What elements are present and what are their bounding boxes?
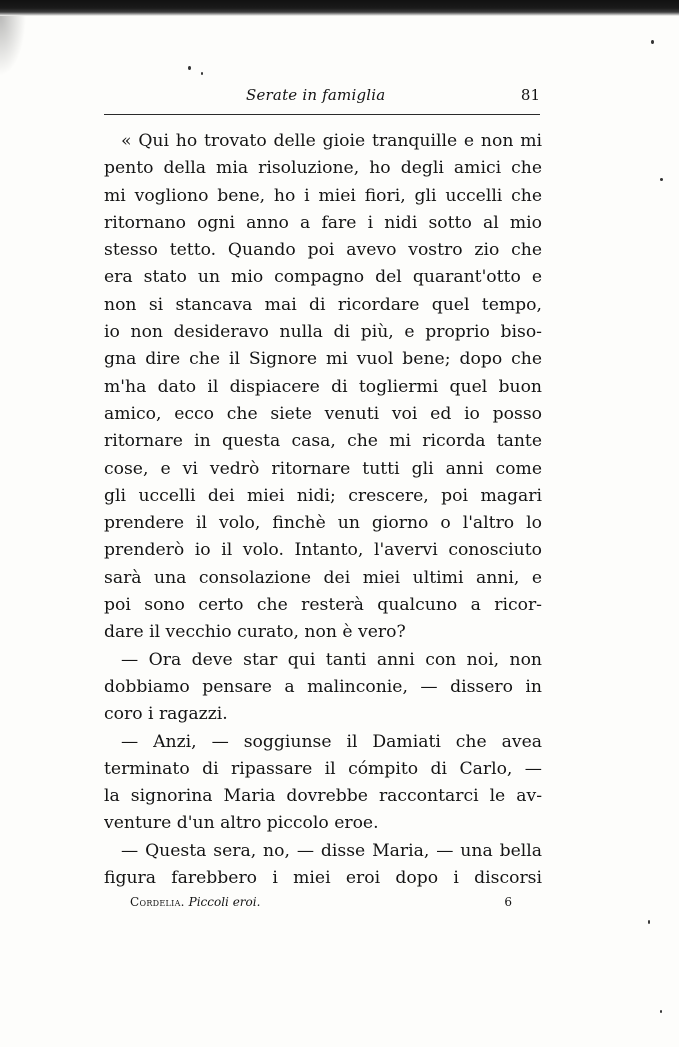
running-title: Serate in famiglia	[246, 86, 386, 104]
text-line: — Ora deve star qui tanti anni con noi, non	[121, 649, 542, 670]
text-line: ritornare in questa casa, che mi ricorda tante	[104, 431, 542, 452]
text-line: figura farebbero i miei eroi dopo i discorsi	[104, 868, 542, 889]
text-line: poi sono certo che resterà qualcuno a ricor-	[104, 595, 542, 616]
text-line: era stato un mio compagno del quarant'otto e	[104, 267, 542, 288]
ink-speck	[660, 178, 663, 181]
text-line: io non desideravo nulla di più, e proprio biso-	[104, 322, 542, 343]
text-line: sarà una consolazione dei miei ultimi anni, e	[104, 567, 542, 588]
signature-author: Cordelia.	[130, 895, 185, 909]
text-line: venture d'un altro piccolo eroe.	[104, 813, 379, 834]
text-line: prendere il volo, finchè un giorno o l'altro lo	[104, 513, 542, 534]
page-top-edge-shadow	[0, 0, 679, 16]
text-line: « Qui ho trovato delle gioie tranquille e non mi	[121, 131, 542, 151]
body-text	[104, 128, 542, 892]
text-line: mi vogliono bene, ho i miei fiori, gli uccelli che	[104, 185, 542, 206]
ink-speck	[660, 1010, 662, 1013]
text-line: la signorina Maria dovrebbe raccontarci le av-	[104, 786, 542, 807]
ink-speck	[648, 920, 650, 924]
header-rule	[104, 114, 540, 115]
ink-speck	[188, 66, 191, 70]
text-line: cose, e vi vedrò ritornare tutti gli anni come	[104, 458, 542, 479]
text-line: gna dire che il Signore mi vuol bene; dopo che	[104, 349, 542, 370]
text-line: non si stancava mai di ricordare quel tempo,	[104, 294, 542, 315]
text-line: ritornano ogni anno a fare i nidi sotto al mio	[104, 212, 542, 233]
text-line: dobbiamo pensare a malinconie, — dissero in	[104, 676, 542, 697]
text-line: — Questa sera, no, — disse Maria, — una bella	[121, 840, 542, 861]
text-line: prenderò io il volo. Intanto, l'avervi conosciuto	[104, 540, 542, 561]
text-line: stesso tetto. Quando poi avevo vostro zio che	[104, 240, 542, 261]
page-corner-shadow	[0, 16, 26, 76]
text-line: coro i ragazzi.	[104, 704, 228, 725]
text-line: — Anzi, — soggiunse il Damiati che avea	[121, 731, 542, 752]
text-line: gli uccelli dei miei nidi; crescere, poi magari	[104, 485, 542, 506]
ink-speck	[201, 72, 203, 75]
page-number: 81	[520, 86, 540, 104]
ink-speck	[651, 40, 654, 44]
signature-work: Piccoli eroi.	[188, 895, 261, 909]
text-line: dare il vecchio curato, non è vero?	[104, 622, 406, 643]
text-line: m'ha dato il dispiacere di togliermi quel buon	[104, 376, 542, 397]
printer-signature	[130, 895, 518, 915]
text-line: pento della mia risoluzione, ho degli amici che	[104, 158, 542, 179]
running-header	[104, 84, 540, 110]
text-line: amico, ecco che siete venuti voi ed io posso	[104, 403, 542, 424]
signature-number: 6	[504, 895, 512, 909]
text-line: terminato di ripassare il cómpito di Carlo, —	[104, 758, 542, 779]
